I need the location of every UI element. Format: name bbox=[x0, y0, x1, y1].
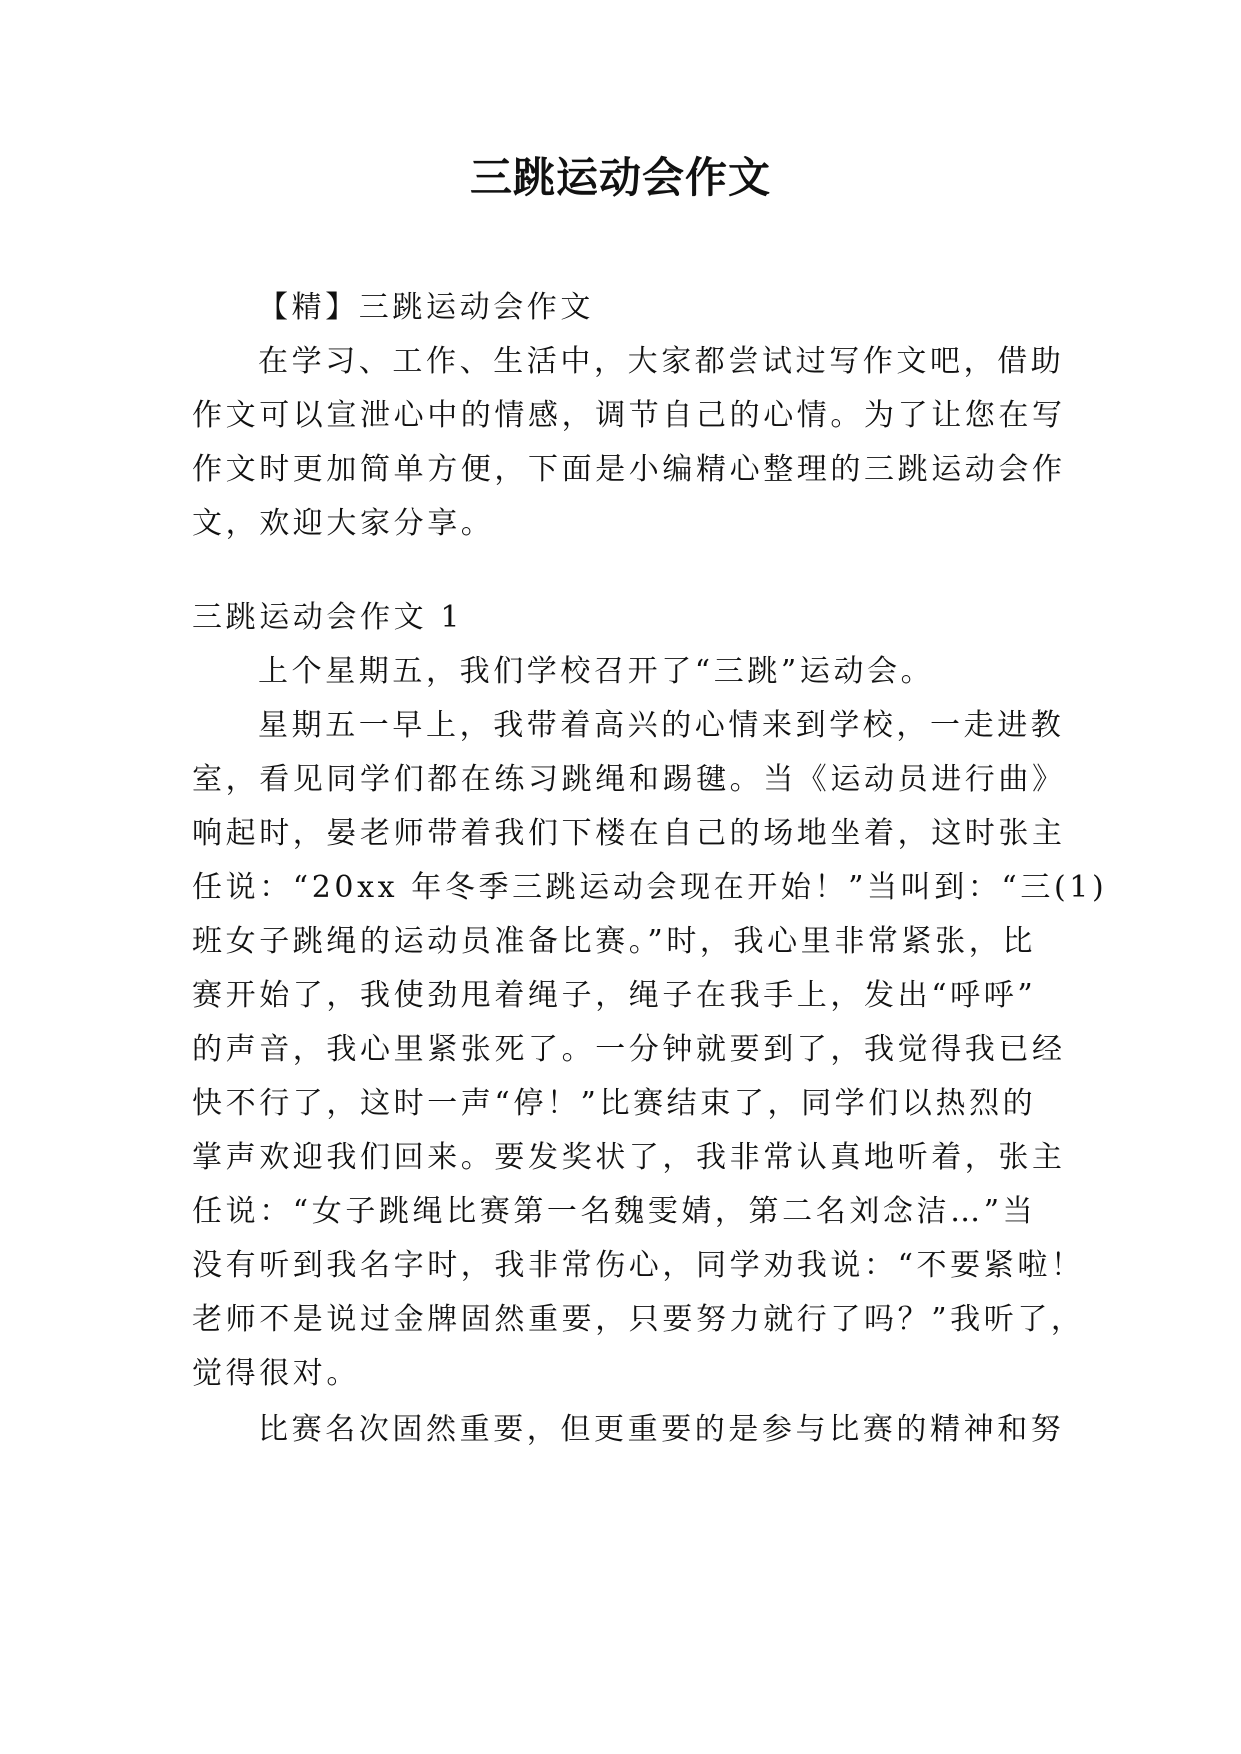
paragraph-line: 作文可以宣泄心中的情感，调节自己的心情。为了让您在写 bbox=[192, 398, 1066, 433]
paragraph-line: 比赛名次固然重要，但更重要的是参与比赛的精神和努 bbox=[258, 1412, 1065, 1447]
paragraph-line: 室，看见同学们都在练习跳绳和踢毽。当《运动员进行曲》 bbox=[192, 762, 1066, 797]
paragraph-line: 作文时更加简单方便，下面是小编精心整理的三跳运动会作 bbox=[192, 452, 1066, 487]
paragraph-line: 的声音，我心里紧张死了。一分钟就要到了，我觉得我已经 bbox=[192, 1032, 1066, 1067]
paragraph-line: 老师不是说过金牌固然重要，只要努力就行了吗？”我听了， bbox=[192, 1302, 1085, 1337]
paragraph-line: 文，欢迎大家分享。 bbox=[192, 506, 495, 541]
paragraph-line: 赛开始了，我使劲甩着绳子，绳子在我手上，发出“呼呼” bbox=[192, 978, 1037, 1013]
intro-heading: 【精】三跳运动会作文 bbox=[258, 290, 594, 325]
section-heading: 三跳运动会作文 1 bbox=[192, 600, 464, 635]
paragraph-line: 响起时，晏老师带着我们下楼在自己的场地坐着，这时张主 bbox=[192, 816, 1066, 851]
paragraph-line: 掌声欢迎我们回来。要发奖状了，我非常认真地听着，张主 bbox=[192, 1140, 1066, 1175]
paragraph-line: 快不行了，这时一声“停！”比赛结束了，同学们以热烈的 bbox=[192, 1086, 1037, 1121]
paragraph-line: 星期五一早上，我带着高兴的心情来到学校，一走进教 bbox=[258, 708, 1065, 743]
document-title: 三跳运动会作文 bbox=[469, 153, 771, 202]
paragraph-line: 觉得很对。 bbox=[192, 1356, 360, 1391]
paragraph-line: 班女子跳绳的运动员准备比赛。”时，我心里非常紧张，比 bbox=[192, 924, 1036, 959]
paragraph-line: 任说：“女子跳绳比赛第一名魏雯婧，第二名刘念洁…”当 bbox=[192, 1194, 1037, 1229]
paragraph-line: 没有听到我名字时，我非常伤心，同学劝我说：“不要紧啦！ bbox=[192, 1248, 1085, 1283]
paragraph-line: 在学习、工作、生活中，大家都尝试过写作文吧，借助 bbox=[258, 344, 1065, 379]
paragraph-line: 任说：“20xx 年冬季三跳运动会现在开始！”当叫到：“三(1) bbox=[192, 870, 1108, 905]
paragraph-line: 上个星期五，我们学校召开了“三跳”运动会。 bbox=[258, 654, 935, 689]
